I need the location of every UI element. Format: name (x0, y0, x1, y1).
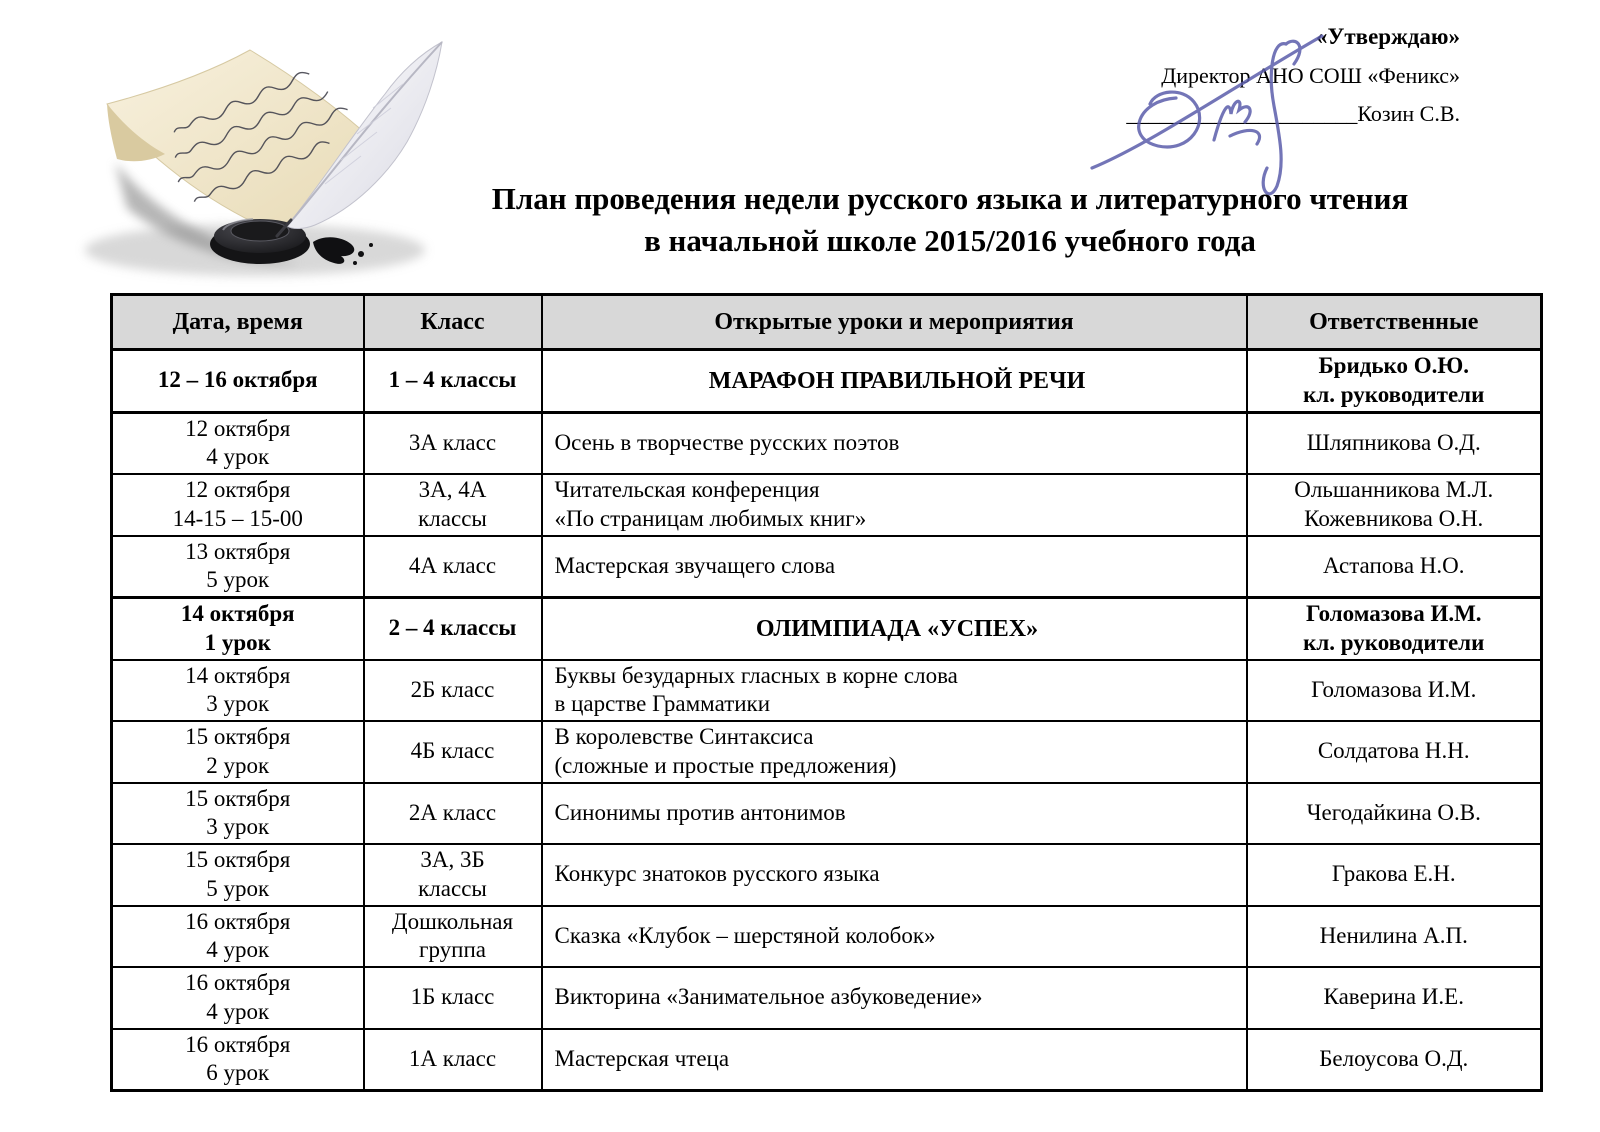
cell-date: 14 октября 3 урок (112, 660, 364, 722)
cell-date: 12 октября 14-15 – 15-00 (112, 474, 364, 536)
table-row (112, 906, 1542, 968)
cell-responsible: Бридько О.Ю. кл. руководители (1247, 350, 1542, 413)
column-header: Открытые уроки и мероприятия (542, 295, 1247, 350)
table-row (112, 474, 1542, 536)
cell-responsible: Голомазова И.М. кл. руководители (1247, 598, 1542, 660)
table-row (112, 721, 1542, 783)
cell-class: 4А класс (364, 536, 542, 598)
cell-event: Читательская конференция «По страницам любимых книг» (542, 474, 1247, 536)
cell-event: Викторина «Занимательное азбуковедение» (542, 967, 1247, 1029)
cell-responsible: Чегодайкина О.В. (1247, 783, 1542, 845)
cell-event: Конкурс знатоков русского языка (542, 844, 1247, 906)
cell-responsible: Каверина И.Е. (1247, 967, 1542, 1029)
cell-responsible: Ольшанникова М.Л. Кожевникова О.Н. (1247, 474, 1542, 536)
cell-date: 15 октября 5 урок (112, 844, 364, 906)
title-line2: в начальной школе 2015/2016 учебного года (644, 222, 1256, 258)
cell-date: 12 – 16 октября (112, 350, 364, 413)
cell-event: Сказка «Клубок – шерстяной колобок» (542, 906, 1247, 968)
approval-stamp: «Утверждаю» (1316, 24, 1460, 49)
approval-director: Директор АНО СОШ «Феникс» (1161, 62, 1460, 88)
cell-class: 3А класс (364, 412, 542, 474)
cell-class: 2 – 4 классы (364, 598, 542, 660)
table-row (112, 967, 1542, 1029)
cell-event: Мастерская звучащего слова (542, 536, 1247, 598)
cell-date: 15 октября 2 урок (112, 721, 364, 783)
cell-responsible: Астапова Н.О. (1247, 536, 1542, 598)
cell-date: 12 октября 4 урок (112, 412, 364, 474)
cell-responsible: Солдатова Н.Н. (1247, 721, 1542, 783)
table-row (112, 1029, 1542, 1091)
table-row (112, 350, 1542, 413)
cell-class: 2А класс (364, 783, 542, 845)
approval-name: Козин С.В. (1357, 101, 1460, 127)
title-line1: План проведения недели русского языка и литературного чтения (491, 181, 1409, 216)
table-row (112, 536, 1542, 598)
cell-event: Осень в творчестве русских поэтов (542, 412, 1247, 474)
cell-event: Синонимы против антонимов (542, 783, 1247, 845)
schedule-table (110, 293, 1543, 1092)
cell-date: 16 октября 4 урок (112, 967, 364, 1029)
schedule-body (112, 350, 1542, 1091)
cell-date: 16 октября 6 урок (112, 1029, 364, 1091)
cell-date: 16 октября 4 урок (112, 906, 364, 968)
cell-class: 3А, 3Б классы (364, 844, 542, 906)
table-row (112, 844, 1542, 906)
cell-responsible: Шляпникова О.Д. (1247, 412, 1542, 474)
page-title (350, 178, 1550, 262)
cell-event: МАРАФОН ПРАВИЛЬНОЙ РЕЧИ (542, 350, 1247, 413)
approval-block (1040, 22, 1460, 129)
cell-responsible: Голомазова И.М. (1247, 660, 1542, 722)
signature-row (1040, 100, 1460, 129)
cell-event: В королевстве Синтаксиса (сложные и простые предложения) (542, 721, 1247, 783)
cell-date: 13 октября 5 урок (112, 536, 364, 598)
cell-class: 1А класс (364, 1029, 542, 1091)
cell-class: 3А, 4А классы (364, 474, 542, 536)
column-header: Ответственные (1247, 295, 1542, 350)
cell-date: 14 октября 1 урок (112, 598, 364, 660)
cell-class: 1 – 4 классы (364, 350, 542, 413)
cell-responsible: Гракова Е.Н. (1247, 844, 1542, 906)
cell-class: Дошкольная группа (364, 906, 542, 968)
cell-event: Мастерская чтеца (542, 1029, 1247, 1091)
column-header: Класс (364, 295, 542, 350)
column-header: Дата, время (112, 295, 364, 350)
cell-responsible: Ненилина А.П. (1247, 906, 1542, 968)
cell-responsible: Белоусова О.Д. (1247, 1029, 1542, 1091)
cell-event: ОЛИМПИАДА «УСПЕХ» (542, 598, 1247, 660)
schedule-header-row (112, 295, 1542, 350)
table-row (112, 783, 1542, 845)
cell-date: 15 октября 3 урок (112, 783, 364, 845)
signature-line: _____________________ (1126, 101, 1358, 127)
table-row (112, 660, 1542, 722)
cell-class: 1Б класс (364, 967, 542, 1029)
cell-class: 4Б класс (364, 721, 542, 783)
cell-class: 2Б класс (364, 660, 542, 722)
table-row (112, 412, 1542, 474)
cell-event: Буквы безударных гласных в корне слова в царстве Грамматики (542, 660, 1247, 722)
table-row (112, 598, 1542, 660)
